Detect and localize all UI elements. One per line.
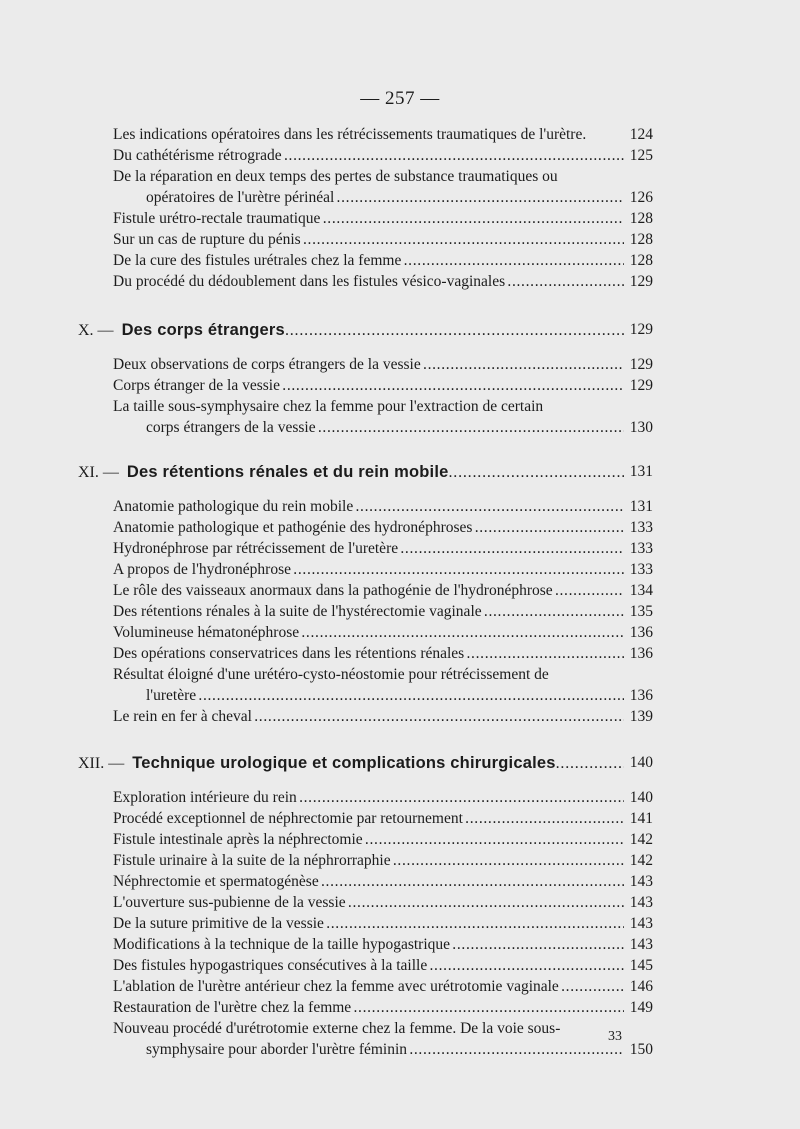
- leader-dots: [448, 464, 653, 481]
- toc-entry-page: 143: [624, 892, 653, 913]
- toc-entry: [78, 250, 653, 271]
- toc-entry: [78, 685, 653, 706]
- toc-entry-page: 134: [624, 580, 653, 601]
- toc-entry-title: Hydronéphrose par rétrécissement de l'uretère . . .: [113, 540, 653, 557]
- toc-entry-title: Du cathétérisme rétrograde . . .: [113, 147, 653, 164]
- toc-entry-title: Des fistules hypogastriques consécutives à la taille . . .: [113, 957, 653, 974]
- toc-entry: [78, 601, 653, 622]
- toc-entry-page: 136: [624, 622, 653, 643]
- toc-entry: [78, 1039, 653, 1060]
- toc-entry-title: corps étrangers de la vessie . . .: [146, 419, 653, 436]
- toc-entry-title: Des rétentions rénales à la suite de l'hystérectomie vaginale . . .: [113, 603, 653, 620]
- toc-entry-title: L'ablation de l'urètre antérieur chez la femme avec urétrotomie vaginale . . .: [113, 978, 653, 995]
- section-page: 131: [624, 460, 653, 484]
- toc-entry-page: 133: [624, 559, 653, 580]
- toc-entry: [78, 1018, 653, 1039]
- section-heading: [78, 318, 653, 342]
- toc-entry-page: 143: [624, 913, 653, 934]
- toc-entry-title: La taille sous-symphysaire chez la femme pour l'extraction de certain: [113, 398, 544, 415]
- toc-entry: [78, 559, 653, 580]
- toc-entry-page: 145: [624, 955, 653, 976]
- toc-entry-page: 140: [624, 787, 653, 808]
- toc-entry-title: Des opérations conservatrices dans les rétentions rénales . . .: [113, 645, 653, 662]
- toc-entry: [78, 166, 653, 187]
- toc-entry-page: 130: [624, 417, 653, 438]
- toc-entry: [78, 229, 653, 250]
- toc-entry: [78, 664, 653, 685]
- toc-entry-page: 124: [624, 124, 653, 145]
- toc-entry: [78, 850, 653, 871]
- toc-entry: [78, 396, 653, 417]
- toc-entry-title: Les indications opératoires dans les rétrécissements traumatiques de l'urètre.: [113, 126, 587, 143]
- page-number: — 257 —: [360, 88, 440, 109]
- toc-entry-title: Fistule urinaire à la suite de la néphrorraphie . . .: [113, 852, 653, 869]
- toc-entry-page: 136: [624, 643, 653, 664]
- toc-entry: [78, 955, 653, 976]
- signature-mark: 33: [608, 1029, 622, 1044]
- toc-entry-title: symphysaire pour aborder l'urètre féminin . . .: [146, 1041, 653, 1058]
- toc-entry-page: 129: [624, 271, 653, 292]
- section-title: Technique urologique et complications chirurgicales: [132, 754, 556, 772]
- section-heading: [78, 751, 653, 775]
- toc-entry-page: 129: [624, 354, 653, 375]
- toc-entry: [78, 517, 653, 538]
- toc-entry-page: 135: [624, 601, 653, 622]
- toc-entry-title: Fistule intestinale après la néphrectomie . . .: [113, 831, 653, 848]
- toc-entry-title: Deux observations de corps étrangers de la vessie . . .: [113, 356, 653, 373]
- leader-dots: [285, 322, 653, 339]
- toc-entry: [78, 622, 653, 643]
- toc-entry-title: Sur un cas de rupture du pénis . . .: [113, 231, 653, 248]
- toc-entry-title: Le rein en fer à cheval . . .: [113, 708, 653, 725]
- toc-entry-title: De la suture primitive de la vessie . . .: [113, 915, 653, 932]
- section-number: XI. —: [78, 464, 119, 481]
- toc-entry-title: l'uretère . . .: [146, 687, 653, 704]
- toc-entry-page: 128: [624, 250, 653, 271]
- toc-sections: [78, 292, 653, 1060]
- toc-entry-page: 133: [624, 538, 653, 559]
- toc-entry: [78, 934, 653, 955]
- toc-entry-page: 150: [624, 1039, 653, 1060]
- intro-entries: [78, 124, 653, 292]
- section-number: X. —: [78, 322, 114, 339]
- toc-entry-page: 136: [624, 685, 653, 706]
- toc-entry-page: 143: [624, 871, 653, 892]
- toc-entry: [78, 706, 653, 727]
- toc-entry-page: 129: [624, 375, 653, 396]
- section-title: Des corps étrangers: [121, 321, 285, 339]
- toc-entry: [78, 208, 653, 229]
- toc-entry: [78, 538, 653, 559]
- toc-entry: [78, 892, 653, 913]
- toc-entry: [78, 354, 653, 375]
- toc-entry-page: 139: [624, 706, 653, 727]
- toc-entry-title: De la cure des fistules urétrales chez la femme . . .: [113, 252, 653, 269]
- toc-entry: [78, 124, 653, 145]
- toc-entry-page: 128: [624, 208, 653, 229]
- toc-entry: [78, 913, 653, 934]
- toc-entry-title: A propos de l'hydronéphrose . . .: [113, 561, 653, 578]
- toc-entry-title: Du procédé du dédoublement dans les fistules vésico-vaginales . . .: [113, 273, 653, 290]
- section-page: 140: [624, 751, 653, 775]
- toc-entry-page: 128: [624, 229, 653, 250]
- section-title: Des rétentions rénales et du rein mobile: [126, 463, 449, 481]
- toc-entry-title: Anatomie pathologique du rein mobile . . .: [113, 498, 653, 515]
- toc-entry-page: 146: [624, 976, 653, 997]
- toc-entry: [78, 997, 653, 1018]
- toc-entry-page: 131: [624, 496, 653, 517]
- toc-entry: [78, 808, 653, 829]
- toc-entry-title: Anatomie pathologique et pathogénie des hydronéphroses . . .: [113, 519, 653, 536]
- toc-entry: [78, 829, 653, 850]
- toc-entry-page: 126: [624, 187, 653, 208]
- toc-entry-title: Résultat éloigné d'une urétéro-cysto-néostomie pour rétrécissement de: [113, 666, 549, 683]
- section-number: XII. —: [78, 755, 125, 772]
- toc-entry-title: opératoires de l'urètre périnéal . . .: [146, 189, 653, 206]
- toc-entry-page: 149: [624, 997, 653, 1018]
- toc-entry: [78, 871, 653, 892]
- toc-entry-title: Le rôle des vaisseaux anormaux dans la pathogénie de l'hydronéphrose . . .: [113, 582, 653, 599]
- toc-entry-title: Néphrectomie et spermatogénèse . . .: [113, 873, 653, 890]
- toc-entry-title: Fistule urétro-rectale traumatique . . .: [113, 210, 653, 227]
- toc-entry: [78, 580, 653, 601]
- toc-entry: [78, 787, 653, 808]
- toc-entry: [78, 145, 653, 166]
- toc-entry-page: 143: [624, 934, 653, 955]
- toc-entry-title: Corps étranger de la vessie . . .: [113, 377, 653, 394]
- toc-entry-title: De la réparation en deux temps des pertes de substance traumatiques ou: [113, 168, 558, 185]
- toc-entry-title: Volumineuse hématonéphrose . . .: [113, 624, 653, 641]
- toc-entry-title: Modifications à la technique de la taille hypogastrique . . .: [113, 936, 653, 953]
- toc-entry: [78, 643, 653, 664]
- toc-entry: [78, 976, 653, 997]
- toc-entry-page: 125: [624, 145, 653, 166]
- table-of-contents: [78, 124, 653, 1060]
- toc-entry: [78, 271, 653, 292]
- section-heading: [78, 460, 653, 484]
- toc-entry-page: 133: [624, 517, 653, 538]
- toc-entry: [78, 496, 653, 517]
- toc-entry: [78, 417, 653, 438]
- toc-entry-title: Nouveau procédé d'urétrotomie externe chez la femme. De la voie sous-: [113, 1020, 561, 1037]
- toc-entry-page: 142: [624, 829, 653, 850]
- toc-entry-page: 141: [624, 808, 653, 829]
- toc-entry-title: Exploration intérieure du rein . . .: [113, 789, 653, 806]
- toc-entry: [78, 375, 653, 396]
- toc-entry: [78, 187, 653, 208]
- section-page: 129: [624, 318, 653, 342]
- toc-entry-title: Procédé exceptionnel de néphrectomie par retournement . . .: [113, 810, 653, 827]
- toc-entry-page: 142: [624, 850, 653, 871]
- toc-entry-title: L'ouverture sus-pubienne de la vessie . . .: [113, 894, 653, 911]
- toc-entry-title: Restauration de l'urètre chez la femme . . .: [113, 999, 653, 1016]
